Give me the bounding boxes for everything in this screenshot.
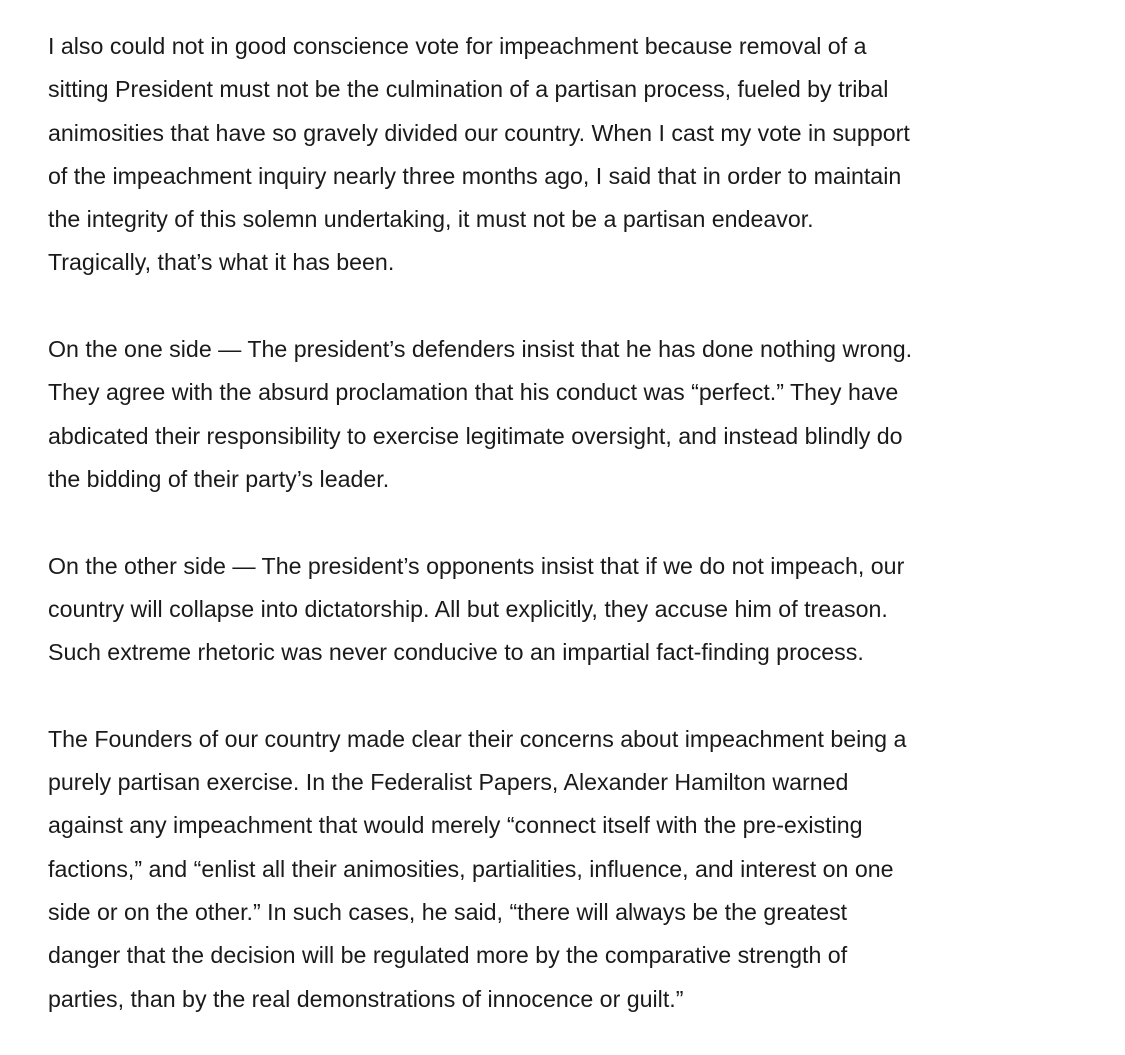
text-line: On the other side — The president’s opponents insist that if we do not impeach, our	[48, 552, 905, 579]
text-line: country will collapse into dictatorship. All but explicitly, they accuse him of treason.	[48, 595, 888, 622]
text-line: factions,” and “enlist all their animosities, partialities, influence, and interest on one	[48, 855, 894, 882]
text-line: animosities that have so gravely divided our country. When I cast my vote in support	[48, 119, 910, 146]
text-line: Tragically, that’s what it has been.	[48, 249, 395, 276]
text-line: sitting President must not be the culmination of a partisan process, fueled by tribal	[48, 76, 889, 103]
paragraph-spacer	[48, 674, 1098, 717]
text-line: the integrity of this solemn undertaking, it must not be a partisan endeavor.	[48, 206, 814, 233]
text-line: They agree with the absurd proclamation that his conduct was “perfect.” They have	[48, 379, 899, 406]
paragraph-spacer	[48, 501, 1098, 544]
text-line: parties, than by the real demonstrations of innocence or guilt.”	[48, 985, 684, 1012]
paragraph-defenders	[48, 328, 1098, 501]
text-line: against any impeachment that would merely “connect itself with the pre-existing	[48, 812, 863, 839]
document-body	[48, 25, 1098, 1021]
text-line: Such extreme rhetoric was never conducive to an impartial fact-finding process.	[48, 639, 864, 666]
paragraph-spacer	[48, 285, 1098, 328]
text-line: the bidding of their party’s leader.	[48, 465, 390, 492]
text-line: danger that the decision will be regulated more by the comparative strength of	[48, 942, 848, 969]
text-line: I also could not in good conscience vote for impeachment because removal of a	[48, 33, 867, 59]
text-line: The Founders of our country made clear their concerns about impeachment being a	[48, 725, 907, 752]
text-line: side or on the other.” In such cases, he said, “there will always be the greatest	[48, 898, 848, 925]
paragraph-impeachment-partisan	[48, 25, 1098, 285]
paragraph-opponents	[48, 545, 1098, 675]
paragraph-founders	[48, 718, 1098, 1021]
text-line: abdicated their responsibility to exercise legitimate oversight, and instead blindly do	[48, 422, 903, 449]
text-line: purely partisan exercise. In the Federalist Papers, Alexander Hamilton warned	[48, 769, 849, 796]
text-line: of the impeachment inquiry nearly three months ago, I said that in order to maintain	[48, 162, 902, 189]
text-line: On the one side — The president’s defenders insist that he has done nothing wrong.	[48, 336, 913, 363]
